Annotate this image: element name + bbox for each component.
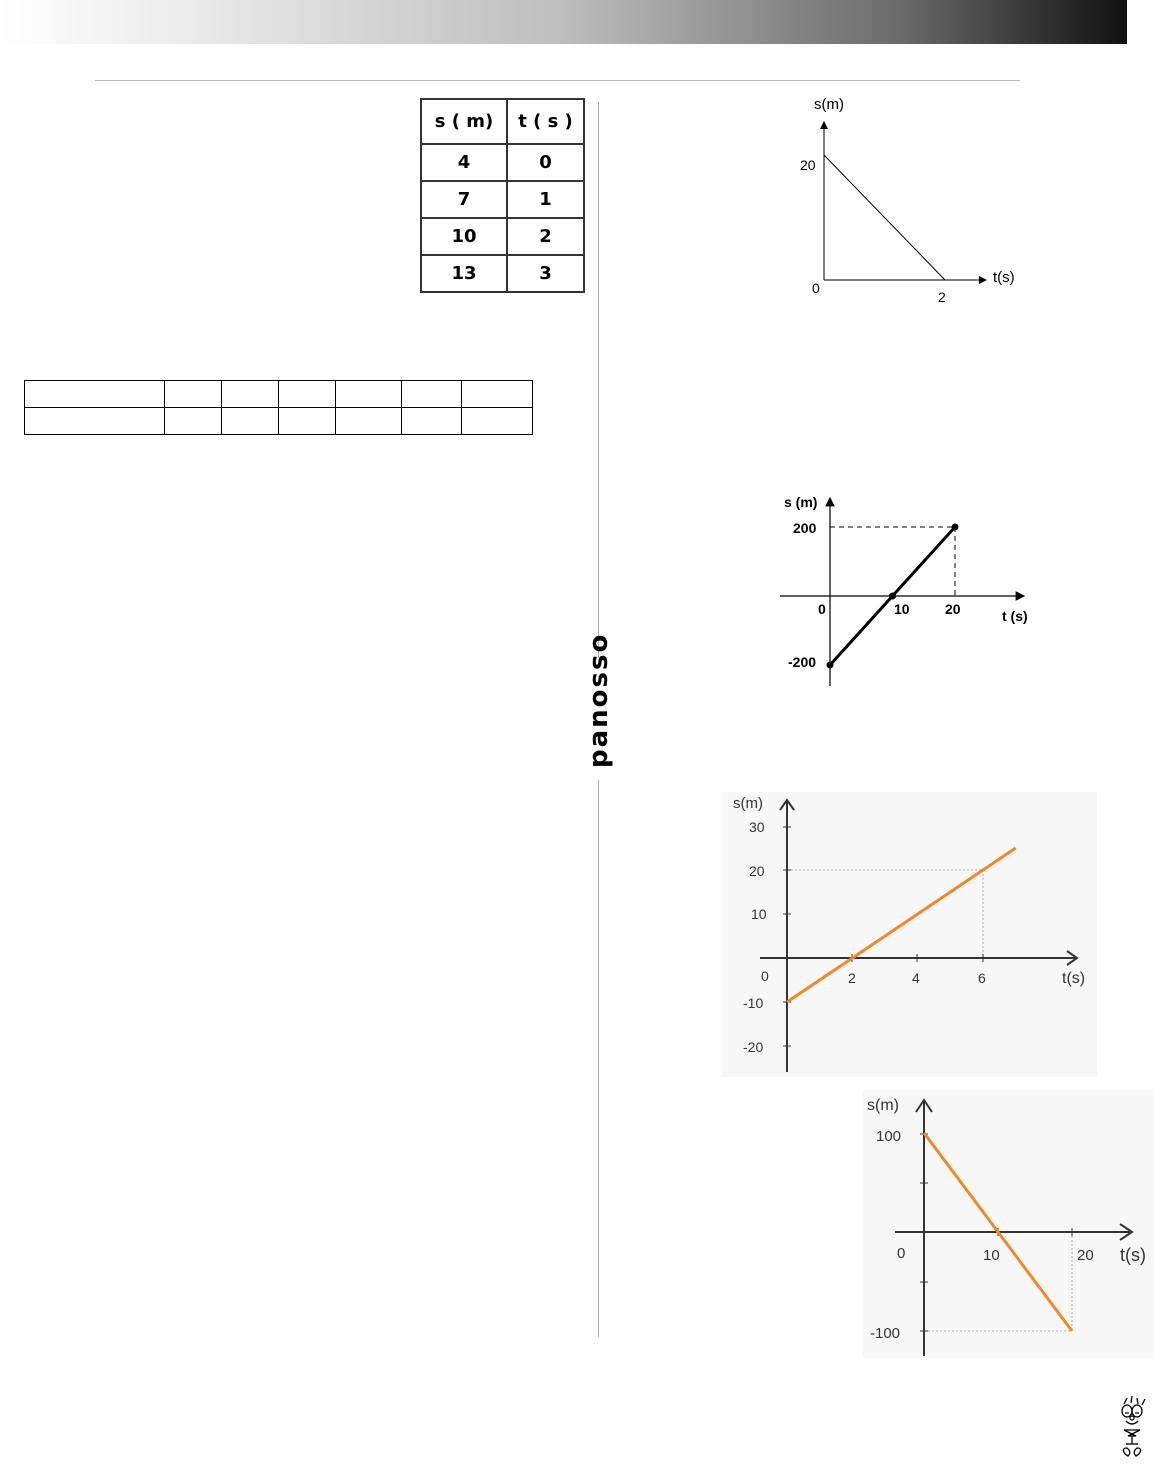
x-axis-label: t(s)	[1120, 1245, 1146, 1265]
table-cell	[279, 408, 336, 435]
table-cell: 2	[507, 218, 584, 255]
table-cell	[222, 408, 279, 435]
table-cell: 13	[421, 255, 507, 292]
table-row	[421, 181, 584, 218]
x-tick-label: 4	[912, 970, 920, 986]
y-axis-label: s(m)	[814, 96, 844, 113]
column-divider	[598, 102, 599, 658]
table-cell	[165, 381, 222, 408]
table-row	[25, 381, 533, 408]
origin-label: 0	[818, 601, 826, 617]
table-row	[421, 255, 584, 292]
origin-label: 0	[761, 968, 769, 984]
y-tick-label: 10	[751, 906, 767, 922]
blank-answer-table	[24, 380, 533, 435]
x-axis-label: t (s)	[1002, 608, 1028, 624]
graph-4	[862, 1090, 1154, 1358]
y-axis-label: s(m)	[733, 795, 763, 812]
y-tick-label: 20	[800, 157, 816, 173]
x-tick-label: 2	[938, 289, 946, 305]
x-tick-label: 20	[945, 601, 961, 617]
graph-1	[780, 88, 1040, 313]
data-point	[952, 524, 959, 531]
origin-label: 0	[897, 1245, 906, 1262]
table-cell	[25, 408, 165, 435]
data-point	[889, 593, 896, 600]
column-divider	[598, 780, 599, 1337]
table-row	[421, 218, 584, 255]
chart-panel	[862, 1090, 1154, 1358]
table-cell	[336, 381, 402, 408]
table-cell	[402, 381, 462, 408]
y-axis-label: s (m)	[784, 494, 818, 510]
table-cell	[222, 381, 279, 408]
y-tick-label: 20	[749, 863, 765, 879]
header-bar	[0, 0, 1127, 44]
origin-label: 0	[812, 280, 820, 296]
y-tick-label: -10	[743, 995, 764, 1011]
brand-text: panosso	[584, 632, 614, 768]
table-cell	[462, 408, 533, 435]
x-tick-label: 10	[983, 1247, 1000, 1264]
y-axis-label: s(m)	[867, 1097, 899, 1114]
x-axis-label: t(s)	[993, 269, 1015, 286]
graph-3	[722, 792, 1097, 1077]
position-time-table	[420, 98, 585, 293]
top-rule	[95, 80, 1020, 81]
table-cell	[25, 381, 165, 408]
table-cell: 10	[421, 218, 507, 255]
y-tick-label: 30	[749, 819, 765, 835]
x-axis-label: t(s)	[1062, 970, 1086, 987]
x-tick-label: 2	[848, 970, 856, 986]
data-point	[827, 662, 834, 669]
mascot-icon	[1116, 1396, 1148, 1460]
table-cell	[165, 408, 222, 435]
x-tick-label: 10	[894, 601, 910, 617]
table-row	[25, 408, 533, 435]
y-tick-label: -100	[870, 1325, 901, 1342]
table-cell: 1	[507, 181, 584, 218]
table-cell: 3	[507, 255, 584, 292]
table-row	[421, 144, 584, 181]
x-tick-label: 6	[978, 970, 986, 986]
table-cell	[336, 408, 402, 435]
y-tick-label: 200	[793, 520, 817, 536]
y-tick-label: -200	[788, 654, 817, 670]
y-tick-label: 100	[876, 1128, 902, 1145]
table-header: t ( s )	[507, 99, 584, 144]
table-cell: 4	[421, 144, 507, 181]
table-cell	[402, 408, 462, 435]
series-line	[824, 155, 945, 280]
table-cell	[462, 381, 533, 408]
table-cell	[279, 381, 336, 408]
table-cell: 0	[507, 144, 584, 181]
table-header: s ( m)	[421, 99, 507, 144]
graph-2	[778, 490, 1038, 690]
y-tick-label: -20	[743, 1039, 764, 1055]
table-cell: 7	[421, 181, 507, 218]
x-tick-label: 20	[1077, 1247, 1094, 1264]
chart-panel	[722, 792, 1097, 1077]
